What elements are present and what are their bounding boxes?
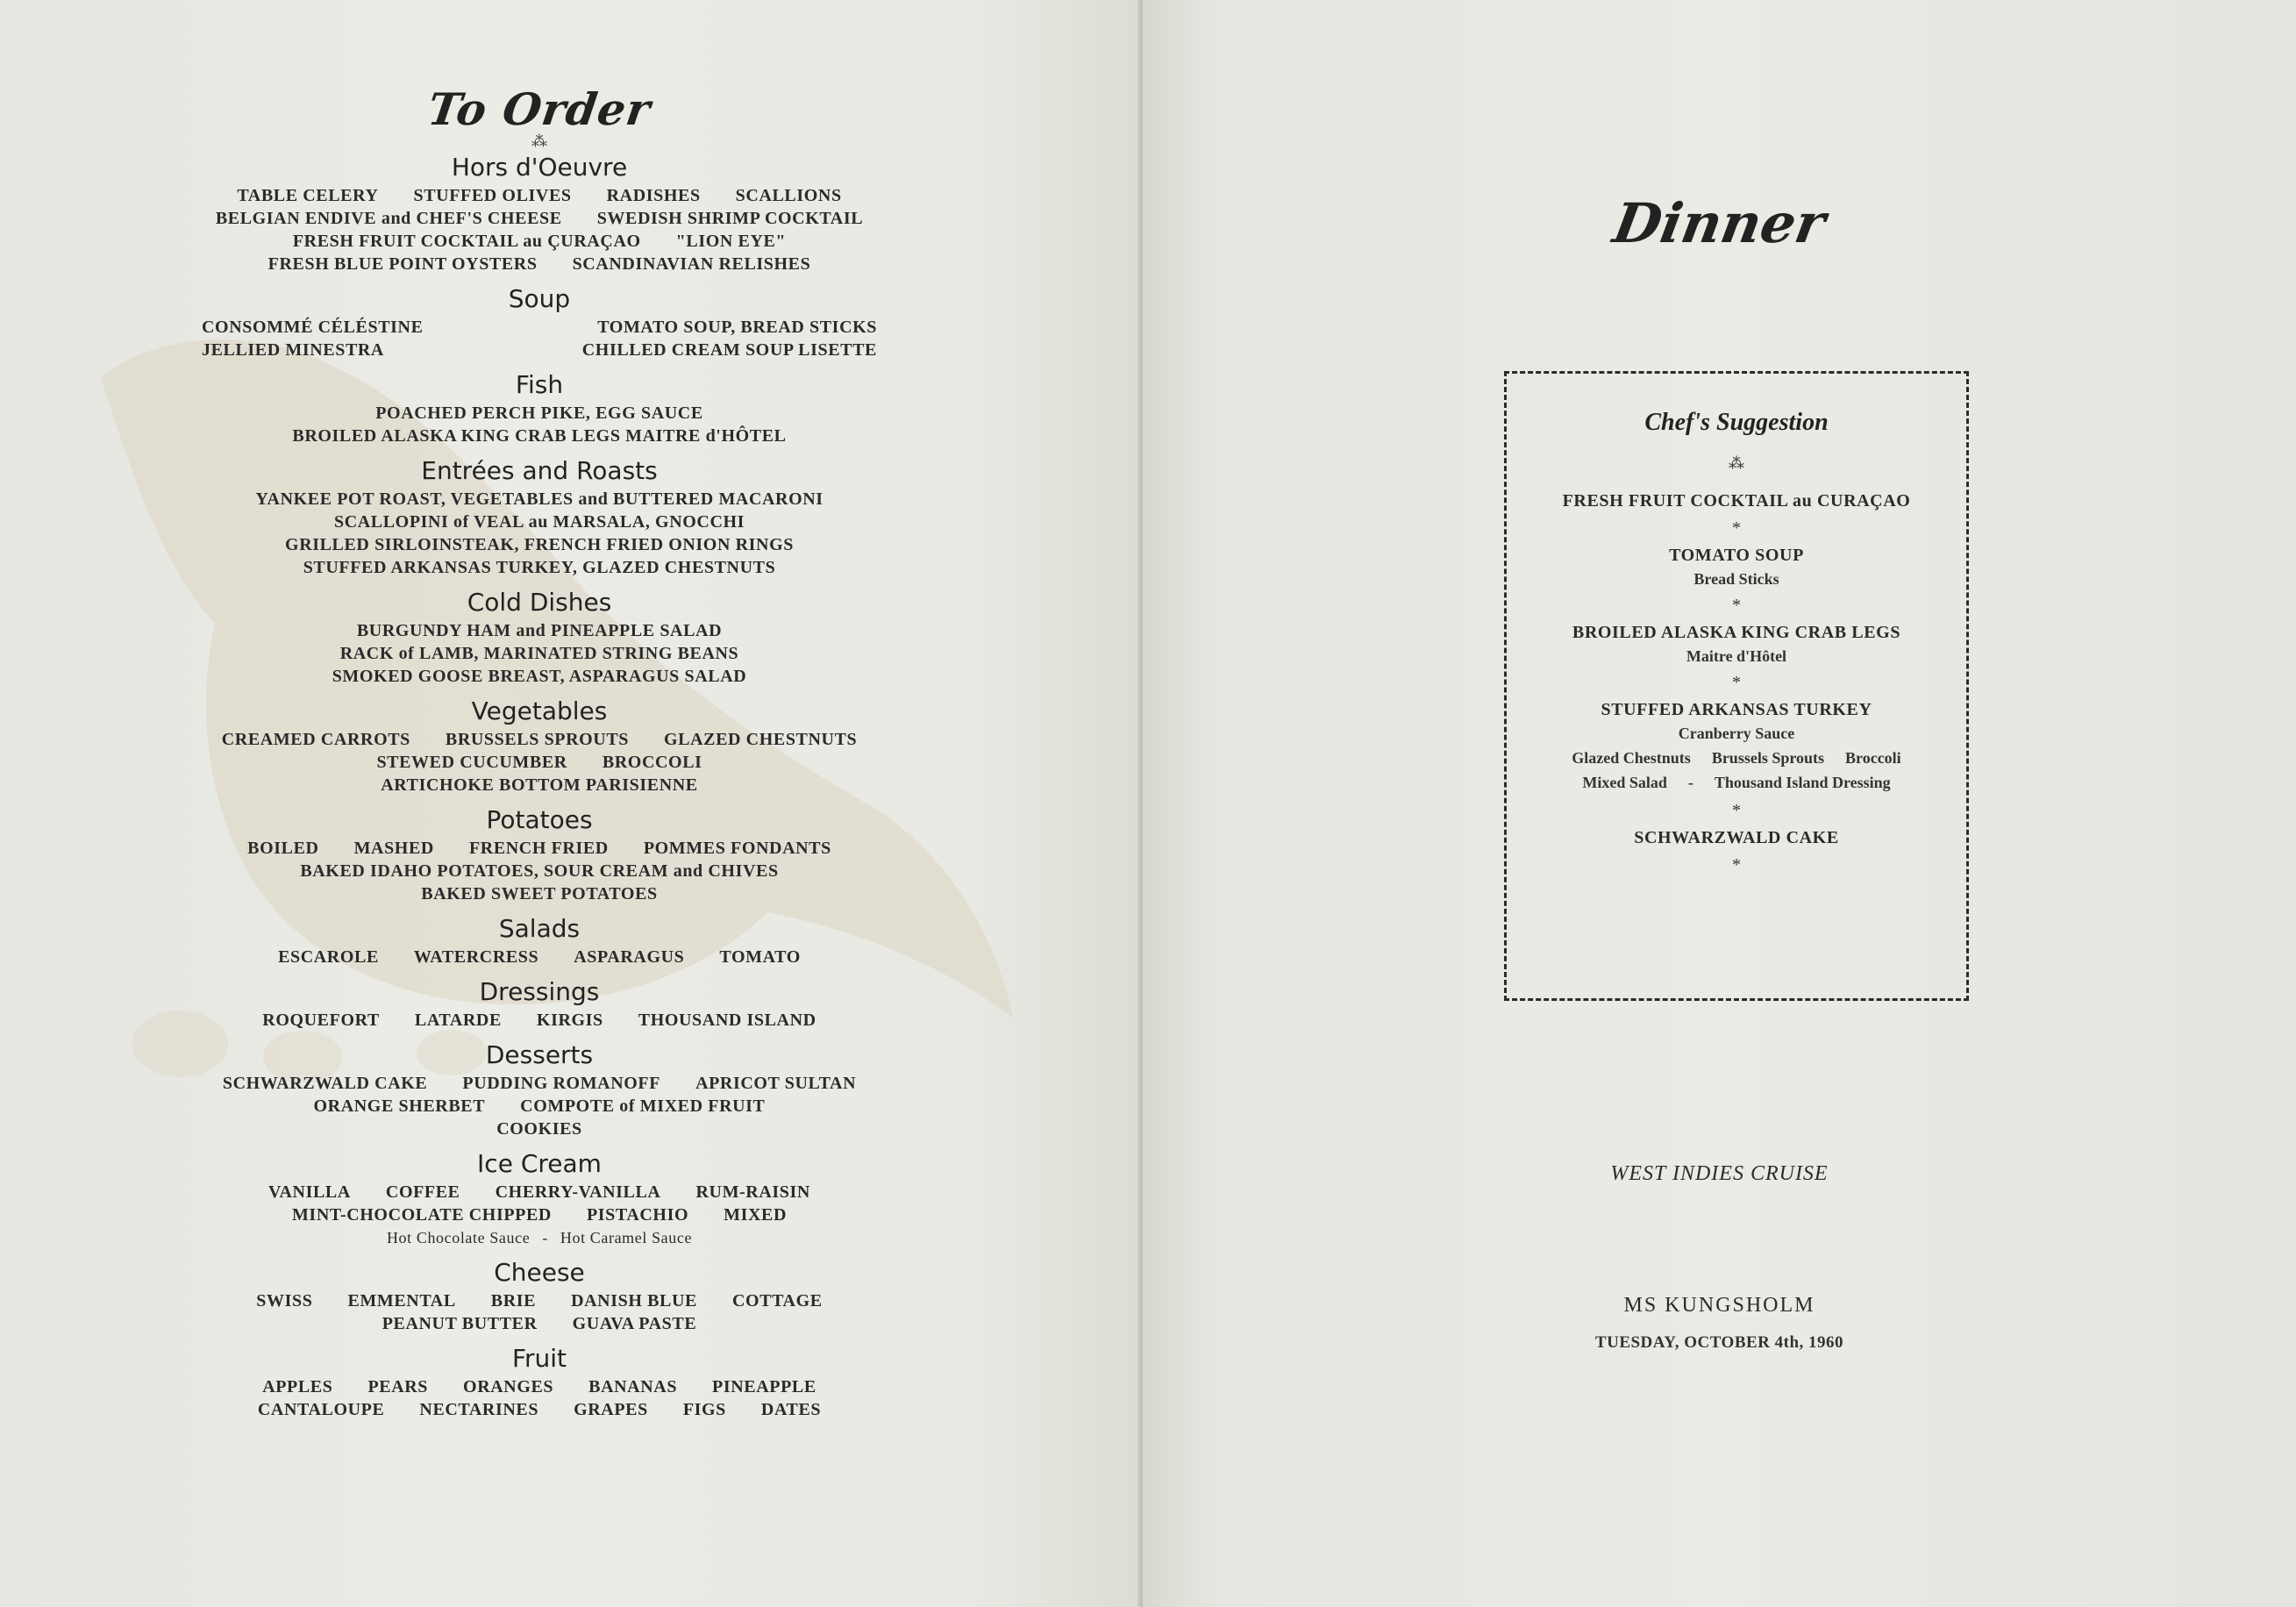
- menu-line: [193, 860, 886, 882]
- section-title: Hors d'Oeuvre: [451, 153, 628, 182]
- ornament-icon: ⁂: [1729, 454, 1744, 472]
- menu-item: GRAPES: [574, 1400, 648, 1419]
- menu-section: [193, 1149, 886, 1249]
- menu-item: CHILLED CREAM SOUP LISETTE: [581, 340, 877, 360]
- menu-item: STUFFED ARKANSAS TURKEY, GLAZED CHESTNUTS: [303, 558, 776, 577]
- menu-line: [193, 511, 886, 533]
- left-page: [0, 0, 1143, 1607]
- menu-section: [193, 153, 886, 275]
- menu-item: NECTARINES: [419, 1400, 539, 1419]
- menu-line: [193, 488, 886, 511]
- section-title: Desserts: [485, 1040, 594, 1069]
- menu-line: [193, 946, 886, 968]
- menu-item: GRILLED SIRLOINSTEAK, FRENCH FRIED ONION RINGS: [285, 535, 794, 554]
- course-cake: SCHWARZWALD CAKE: [1634, 828, 1839, 847]
- menu-line: [193, 425, 886, 447]
- menu-item: COFFEE: [385, 1182, 460, 1202]
- menu-item: FIGS: [682, 1400, 726, 1419]
- course-turkey: STUFFED ARKANSAS TURKEY: [1601, 700, 1872, 719]
- course-crab-legs-sub: Maitre d'Hôtel: [1686, 647, 1787, 665]
- menu-line: [193, 316, 886, 339]
- menu-item: GUAVA PASTE: [572, 1314, 697, 1333]
- menu-line: [193, 556, 886, 579]
- menu-item: MINT-CHOCOLATE CHIPPED: [291, 1205, 552, 1225]
- menu-item: CONSOMMÉ CÉLÉSTINE: [202, 318, 424, 337]
- menu-item: POACHED PERCH PIKE, EGG SAUCE: [375, 404, 703, 423]
- course-fruit-cocktail: FRESH FRUIT COCKTAIL au CURAÇAO: [1562, 491, 1911, 511]
- chefs-suggestion-title: Chef's Suggestion: [1644, 409, 1829, 436]
- sauce-item: Hot Caramel Sauce: [560, 1229, 693, 1246]
- menu-section: [193, 1344, 886, 1421]
- menu-section: [193, 805, 886, 905]
- section-title: Soup: [508, 284, 571, 313]
- menu-item: VANILLA: [268, 1182, 351, 1202]
- menu-line: [193, 642, 886, 665]
- menu-line: [193, 1118, 886, 1140]
- menu-item: SWEDISH SHRIMP COCKTAIL: [596, 209, 864, 228]
- section-title: Entrées and Roasts: [421, 456, 658, 485]
- menu-line: [193, 533, 886, 556]
- menu-item: ROQUEFORT: [262, 1011, 380, 1030]
- course-crab-legs: BROILED ALASKA KING CRAB LEGS: [1572, 623, 1901, 642]
- menu-line: [193, 1312, 886, 1335]
- course-turkey-sub: Cranberry Sauce: [1678, 725, 1795, 742]
- menu-section: [193, 1040, 886, 1140]
- menu-item: APRICOT SULTAN: [695, 1074, 857, 1093]
- menu-item: PINEAPPLE: [712, 1377, 816, 1396]
- menu-item: GLAZED CHESTNUTS: [664, 730, 858, 749]
- menu-item: STEWED CUCUMBER: [376, 753, 567, 772]
- menu-item: BAKED IDAHO POTATOES, SOUR CREAM and CHIVES: [300, 861, 779, 881]
- menu-item: RADISHES: [606, 186, 701, 205]
- menu-line: [193, 339, 886, 361]
- menu-item: APPLES: [262, 1377, 333, 1396]
- menu-line: [193, 728, 886, 751]
- menu-item: YANKEE POT ROAST, VEGETABLES and BUTTERED MACARONI: [255, 489, 824, 509]
- menu-item: SCHWARZWALD CAKE: [222, 1074, 428, 1093]
- star-separator: *: [1732, 801, 1741, 820]
- menu-item: STUFFED OLIVES: [413, 186, 572, 205]
- menu-line: [193, 1181, 886, 1203]
- menu-item: BANANAS: [588, 1377, 678, 1396]
- menu-item: BROILED ALASKA KING CRAB LEGS MAITRE d'HÔTEL: [292, 426, 787, 446]
- menu-item: TOMATO: [719, 947, 801, 967]
- menu-line: [193, 184, 886, 207]
- menu-item: BRUSSELS SPROUTS: [445, 730, 630, 749]
- menu-section: [193, 696, 886, 796]
- menu-item: CHERRY-VANILLA: [495, 1182, 661, 1202]
- menu-item: MASHED: [353, 839, 434, 858]
- menu-item: EMMENTAL: [347, 1291, 456, 1311]
- section-title: Cheese: [494, 1258, 585, 1287]
- menu-line: [193, 1203, 886, 1226]
- menu-item: BROCCOLI: [602, 753, 702, 772]
- to-order-title: To Order: [424, 83, 654, 135]
- sauce-item: Hot Chocolate Sauce: [386, 1229, 531, 1246]
- menu-item: BELGIAN ENDIVE and CHEF'S CHEESE: [215, 209, 562, 228]
- menu-item: SMOKED GOOSE BREAST, ASPARAGUS SALAD: [332, 667, 747, 686]
- course-tomato-soup: TOMATO SOUP: [1669, 546, 1804, 565]
- star-separator: *: [1732, 673, 1741, 692]
- side-item: Thousand Island Dressing: [1714, 774, 1891, 791]
- ornament-icon: ⁂: [531, 132, 547, 150]
- menu-line: [193, 1095, 886, 1118]
- menu-item: COMPOTE of MIXED FRUIT: [520, 1096, 766, 1116]
- section-title: Ice Cream: [477, 1149, 602, 1178]
- menu-item: SWISS: [256, 1291, 313, 1311]
- menu-line: [193, 774, 886, 796]
- menu-item: SCANDINAVIAN RELISHES: [572, 254, 811, 274]
- menu-item: DANISH BLUE: [571, 1291, 697, 1311]
- menu-item: FRENCH FRIED: [468, 839, 609, 858]
- dinner-title: Dinner: [1608, 191, 1830, 255]
- side-separator: -: [1687, 774, 1693, 791]
- section-title: Vegetables: [471, 696, 608, 725]
- course-tomato-soup-sub: Bread Sticks: [1693, 570, 1779, 588]
- menu-sections: [193, 153, 886, 1421]
- menu-date: TUESDAY, OCTOBER 4th, 1960: [1594, 1333, 1844, 1352]
- menu-section: [193, 284, 886, 361]
- menu-item: BOILED: [247, 839, 319, 858]
- menu-line: [193, 751, 886, 774]
- star-separator: *: [1732, 855, 1741, 875]
- section-title: Fish: [515, 370, 564, 399]
- sides-row-2: [1507, 769, 1966, 796]
- section-title: Dressings: [479, 977, 600, 1006]
- menu-item: TABLE CELERY: [237, 186, 379, 205]
- menu-item: PEANUT BUTTER: [381, 1314, 538, 1333]
- side-item: Glazed Chestnuts: [1572, 749, 1691, 767]
- menu-item: ASPARAGUS: [574, 947, 685, 967]
- section-title: Salads: [498, 914, 581, 943]
- sides-row-1: [1507, 745, 1966, 771]
- menu-item: RACK of LAMB, MARINATED STRING BEANS: [339, 644, 739, 663]
- menu-line: [193, 402, 886, 425]
- menu-item: PEARS: [367, 1377, 429, 1396]
- sauce-item: -: [542, 1229, 548, 1246]
- cruise-name: WEST INDIES CRUISE: [1610, 1162, 1829, 1185]
- side-item: Mixed Salad: [1582, 774, 1667, 791]
- menu-line: [193, 1289, 886, 1312]
- section-title: Potatoes: [486, 805, 593, 834]
- menu-item: DATES: [760, 1400, 822, 1419]
- menu-section: [193, 456, 886, 579]
- menu-line: [193, 230, 886, 253]
- ship-name: MS KUNGSHOLM: [1623, 1294, 1815, 1317]
- menu-item: TOMATO SOUP, BREAD STICKS: [597, 318, 877, 337]
- menu-item: PISTACHIO: [586, 1205, 689, 1225]
- menu-line: [193, 619, 886, 642]
- section-title: Cold Dishes: [467, 588, 612, 617]
- menu-line: [193, 1072, 886, 1095]
- menu-section: [193, 914, 886, 968]
- menu-item: FRESH BLUE POINT OYSTERS: [267, 254, 538, 274]
- to-order-menu: [193, 83, 886, 1421]
- menu-item: FRESH FRUIT COCKTAIL au ÇURAÇAO: [292, 232, 641, 251]
- menu-item: BURGUNDY HAM and PINEAPPLE SALAD: [356, 621, 723, 640]
- menu-item: RUM-RAISIN: [695, 1182, 810, 1202]
- menu-item: ORANGE SHERBET: [313, 1096, 486, 1116]
- section-title: Fruit: [511, 1344, 567, 1373]
- menu-item: SCALLOPINI of VEAL au MARSALA, GNOCCHI: [333, 512, 745, 532]
- menu-item: LATARDE: [414, 1011, 502, 1030]
- menu-item: ESCAROLE: [278, 947, 379, 967]
- menu-item: CREAMED CARROTS: [221, 730, 410, 749]
- menu-line: [193, 665, 886, 688]
- star-separator: *: [1732, 518, 1741, 538]
- star-separator: *: [1732, 596, 1741, 615]
- side-item: Broccoli: [1845, 749, 1901, 767]
- menu-line: [193, 1375, 886, 1398]
- menu-item: PUDDING ROMANOFF: [462, 1074, 661, 1093]
- menu-section: [193, 370, 886, 447]
- menu-line: [193, 882, 886, 905]
- menu-item: SCALLIONS: [735, 186, 842, 205]
- chefs-suggestion-box: [1504, 371, 1969, 1001]
- menu-line: [193, 837, 886, 860]
- menu-item: KIRGIS: [536, 1011, 603, 1030]
- menu-line: [193, 1009, 886, 1032]
- menu-line: [193, 1398, 886, 1421]
- menu-item: COTTAGE: [731, 1291, 823, 1311]
- menu-section: [193, 588, 886, 688]
- menu-section: [193, 977, 886, 1032]
- menu-item: MIXED: [724, 1205, 788, 1225]
- menu-item: CANTALOUPE: [257, 1400, 385, 1419]
- menu-item: "LION EYE": [675, 232, 787, 251]
- menu-line: [193, 207, 886, 230]
- menu-item: BAKED SWEET POTATOES: [421, 884, 658, 903]
- side-item: Brussels Sprouts: [1711, 749, 1825, 767]
- menu-section: [193, 1258, 886, 1335]
- menu-item: COOKIES: [496, 1119, 582, 1139]
- menu-item: THOUSAND ISLAND: [638, 1011, 816, 1030]
- menu-item: BRIE: [490, 1291, 537, 1311]
- menu-item: ARTICHOKE BOTTOM PARISIENNE: [381, 775, 698, 795]
- menu-item: WATERCRESS: [413, 947, 539, 967]
- sauce-line: [193, 1226, 886, 1249]
- menu-item: ORANGES: [463, 1377, 554, 1396]
- menu-item: POMMES FONDANTS: [643, 839, 831, 858]
- menu-item: JELLIED MINESTRA: [202, 340, 384, 360]
- menu-line: [193, 253, 886, 275]
